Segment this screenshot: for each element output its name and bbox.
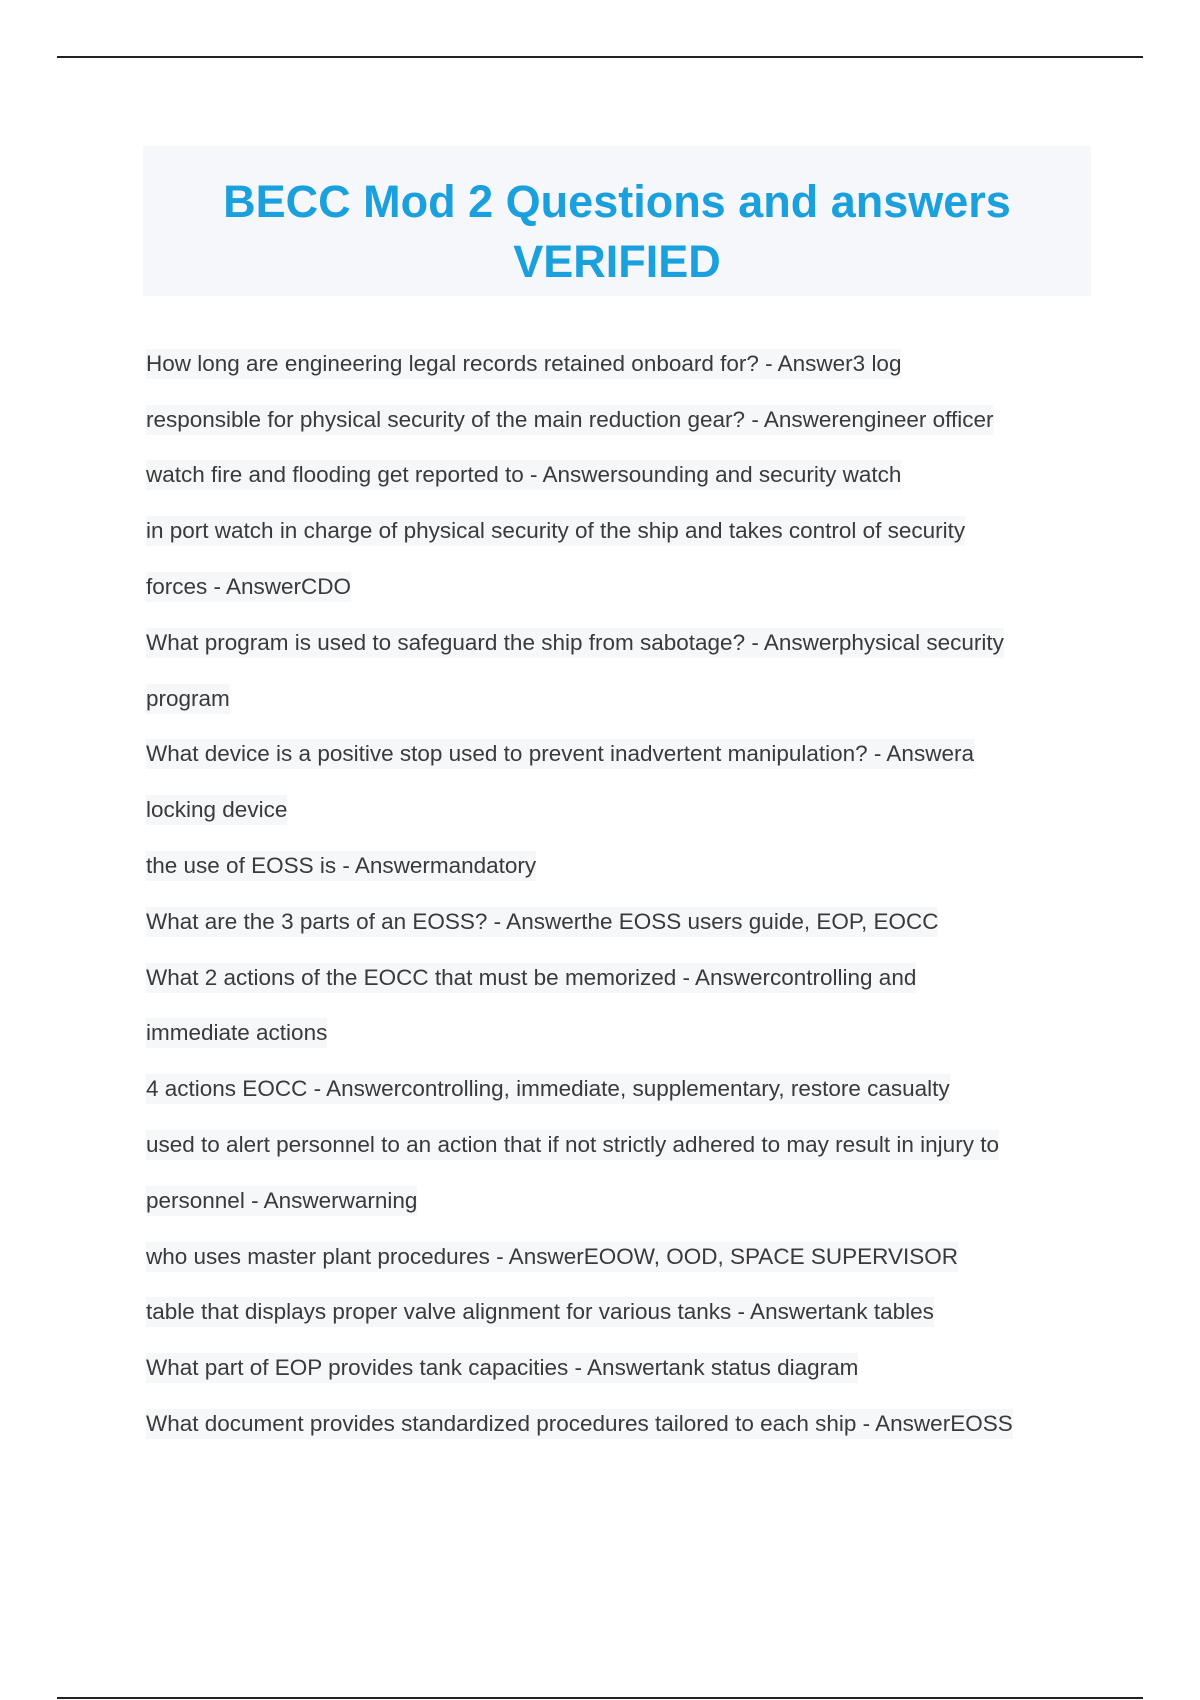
qa-line bbox=[146, 1173, 1106, 1229]
title-banner bbox=[143, 146, 1091, 296]
qa-line bbox=[146, 336, 1106, 392]
top-rule bbox=[57, 56, 1143, 58]
qa-line bbox=[146, 727, 1106, 783]
document-title-line-1: BECC Mod 2 Questions and answers bbox=[223, 176, 1011, 227]
qa-text: who uses master plant procedures - AnswerEOOW, OOD, SPACE SUPERVISOR bbox=[146, 1242, 958, 1272]
qa-line bbox=[146, 503, 1106, 559]
qa-text: What are the 3 parts of an EOSS? - Answerthe EOSS users guide, EOP, EOCC bbox=[146, 907, 938, 937]
qa-text: program bbox=[146, 684, 230, 714]
qa-text: What part of EOP provides tank capacities - Answertank status diagram bbox=[146, 1353, 858, 1383]
qa-line bbox=[146, 1006, 1106, 1062]
qa-text: immediate actions bbox=[146, 1018, 327, 1048]
qa-text: forces - AnswerCDO bbox=[146, 572, 351, 602]
qa-line bbox=[146, 392, 1106, 448]
qa-text: the use of EOSS is - Answermandatory bbox=[146, 851, 536, 881]
qa-text: locking device bbox=[146, 795, 287, 825]
qa-text: What device is a positive stop used to prevent inadvertent manipulation? - Answera bbox=[146, 739, 974, 769]
qa-line bbox=[146, 559, 1106, 615]
qa-line bbox=[146, 1340, 1106, 1396]
qa-line bbox=[146, 838, 1106, 894]
bottom-rule bbox=[57, 1697, 1143, 1699]
qa-text: personnel - Answerwarning bbox=[146, 1186, 417, 1216]
qa-text: in port watch in charge of physical security of the ship and takes control of security bbox=[146, 516, 965, 546]
qa-line bbox=[146, 1229, 1106, 1285]
qa-line bbox=[146, 1117, 1106, 1173]
qa-text: responsible for physical security of the main reduction gear? - Answerengineer officer bbox=[146, 405, 994, 435]
qa-line bbox=[146, 894, 1106, 950]
qa-text: What document provides standardized procedures tailored to each ship - AnswerEOSS bbox=[146, 1409, 1013, 1439]
qa-text: table that displays proper valve alignment for various tanks - Answertank tables bbox=[146, 1297, 934, 1327]
qa-text: used to alert personnel to an action that if not strictly adhered to may result in injury to bbox=[146, 1130, 999, 1160]
qa-line bbox=[146, 1396, 1106, 1452]
qa-line bbox=[146, 1061, 1106, 1117]
qa-text: What program is used to safeguard the ship from sabotage? - Answerphysical security bbox=[146, 628, 1004, 658]
qa-line bbox=[146, 782, 1106, 838]
qa-line bbox=[146, 615, 1106, 671]
qa-text: What 2 actions of the EOCC that must be memorized - Answercontrolling and bbox=[146, 963, 916, 993]
qa-text: 4 actions EOCC - Answercontrolling, immediate, supplementary, restore casualty bbox=[146, 1074, 950, 1104]
qa-line bbox=[146, 950, 1106, 1006]
qa-text: watch fire and flooding get reported to - Answersounding and security watch bbox=[146, 460, 901, 490]
qa-line bbox=[146, 671, 1106, 727]
qa-text: How long are engineering legal records retained onboard for? - Answer3 log bbox=[146, 349, 901, 379]
document-title-line-2: VERIFIED bbox=[513, 236, 721, 287]
qa-line bbox=[146, 1285, 1106, 1341]
qa-content bbox=[146, 336, 1106, 1452]
qa-line bbox=[146, 448, 1106, 504]
